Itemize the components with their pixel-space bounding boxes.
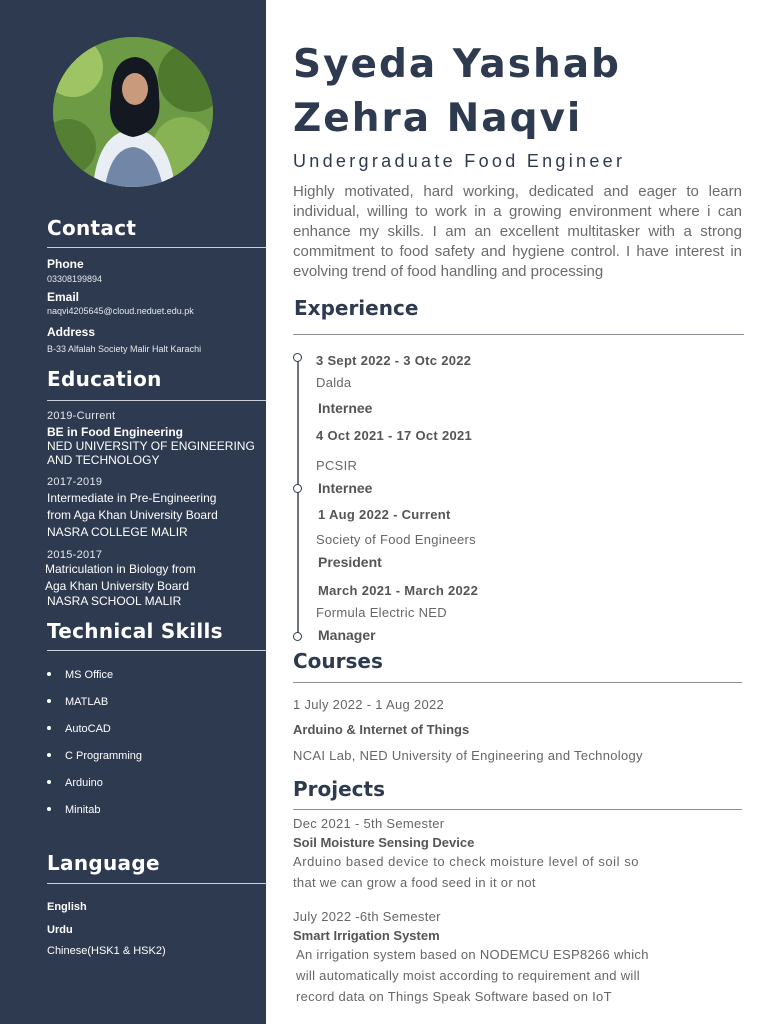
education-dates: 2017-2019 bbox=[47, 476, 103, 488]
experience-dates: March 2021 - March 2022 bbox=[318, 583, 479, 598]
bullet-icon bbox=[47, 672, 51, 676]
project-title: Soil Moisture Sensing Device bbox=[293, 835, 475, 850]
summary-paragraph: Highly motivated, hard working, dedicated and eager to learn individual, willing to work in a growing environment where i can enhance my skills. I am an excellent multitasker with a strong commitment to food safety and hygiene control. I have interest in evolving trend of food handling and processing bbox=[293, 183, 742, 280]
experience-role: Internee bbox=[318, 400, 373, 416]
experience-organization: Dalda bbox=[316, 375, 352, 390]
job-title: Undergraduate Food Engineer bbox=[293, 151, 626, 171]
education-degree: Intermediate in Pre-Engineering bbox=[47, 491, 217, 505]
bullet-icon bbox=[47, 753, 51, 757]
experience-organization: PCSIR bbox=[316, 458, 358, 473]
project-description: Arduino based device to check moisture level of soil so bbox=[293, 854, 640, 869]
course-dates: 1 July 2022 - 1 Aug 2022 bbox=[293, 697, 445, 712]
skill-label: Arduino bbox=[65, 777, 103, 789]
language-item: Chinese(HSK1 & HSK2) bbox=[47, 945, 166, 957]
profile-photo bbox=[53, 37, 213, 187]
education-dates: 2015-2017 bbox=[47, 549, 103, 561]
education-institution: NASRA SCHOOL MALIR bbox=[47, 594, 182, 608]
courses-divider bbox=[293, 682, 742, 683]
project-description: An irrigation system based on NODEMCU ESP8266 which bbox=[296, 947, 649, 962]
skill-label: MATLAB bbox=[65, 696, 109, 708]
language-heading: Language bbox=[47, 851, 160, 875]
sidebar bbox=[0, 0, 266, 1024]
experience-organization: Society of Food Engineers bbox=[316, 532, 476, 547]
experience-dates: 3 Sept 2022 - 3 Otc 2022 bbox=[316, 353, 472, 368]
education-board: Aga Khan University Board bbox=[45, 579, 190, 593]
experience-timeline bbox=[297, 360, 299, 638]
projects-heading: Projects bbox=[293, 777, 386, 801]
project-description-cont: record data on Things Speak Software based on IoT bbox=[296, 989, 612, 1004]
contact-divider bbox=[47, 247, 266, 248]
experience-divider bbox=[293, 334, 744, 335]
education-board: from Aga Khan University Board bbox=[47, 508, 218, 522]
experience-dates: 4 Oct 2021 - 17 Oct 2021 bbox=[316, 428, 473, 443]
project-description-cont: that we can grow a food seed in it or not bbox=[293, 875, 536, 890]
education-dates: 2019-Current bbox=[47, 410, 116, 422]
address-label: Address bbox=[47, 325, 96, 339]
language-item: English bbox=[47, 901, 87, 913]
project-dates: Dec 2021 - 5th Semester bbox=[293, 816, 445, 831]
timeline-node-icon bbox=[293, 632, 302, 641]
address-value: B-33 Alfalah Society Malir Halt Karachi bbox=[47, 344, 202, 354]
skill-label: C Programming bbox=[65, 750, 143, 762]
skill-item bbox=[47, 723, 111, 735]
phone-label: Phone bbox=[47, 257, 84, 271]
contact-heading: Contact bbox=[47, 216, 137, 240]
phone-value: 03308199894 bbox=[47, 274, 103, 284]
skill-label: AutoCAD bbox=[65, 723, 111, 735]
course-provider: NCAI Lab, NED University of Engineering and Technology bbox=[293, 748, 643, 763]
project-dates: July 2022 -6th Semester bbox=[293, 909, 441, 924]
project-title: Smart Irrigation System bbox=[293, 928, 440, 943]
experience-heading: Experience bbox=[294, 296, 419, 320]
name-line-2: Zehra Naqvi bbox=[293, 96, 583, 141]
experience-role: Manager bbox=[318, 627, 376, 643]
education-heading: Education bbox=[47, 367, 162, 391]
skill-item bbox=[47, 750, 142, 762]
course-title: Arduino & Internet of Things bbox=[293, 722, 470, 737]
education-degree: BE in Food Engineering bbox=[47, 425, 183, 439]
skill-label: MS Office bbox=[65, 669, 114, 681]
project-description-cont: will automatically moist according to requirement and will bbox=[296, 968, 640, 983]
bullet-icon bbox=[47, 780, 51, 784]
education-divider bbox=[47, 400, 266, 401]
experience-role: President bbox=[318, 554, 382, 570]
education-institution: NASRA COLLEGE MALIR bbox=[47, 525, 188, 539]
skill-item bbox=[47, 804, 100, 816]
language-divider bbox=[47, 883, 266, 884]
experience-organization: Formula Electric NED bbox=[316, 605, 447, 620]
language-item: Urdu bbox=[47, 924, 73, 936]
experience-role: Internee bbox=[318, 480, 373, 496]
education-institution-cont: AND TECHNOLOGY bbox=[47, 453, 160, 467]
education-institution: NED UNIVERSITY OF ENGINEERING bbox=[47, 439, 255, 453]
name-line-1: Syeda Yashab bbox=[293, 42, 621, 87]
projects-divider bbox=[293, 809, 742, 810]
skills-heading: Technical Skills bbox=[47, 619, 223, 643]
bullet-icon bbox=[47, 807, 51, 811]
email-value: naqvi4205645@cloud.neduet.edu.pk bbox=[47, 306, 194, 316]
email-label: Email bbox=[47, 290, 80, 304]
skill-item bbox=[47, 669, 113, 681]
timeline-node-icon bbox=[293, 353, 302, 362]
skill-item bbox=[47, 696, 108, 708]
bullet-icon bbox=[47, 726, 51, 730]
skills-divider bbox=[47, 650, 266, 651]
education-degree: Matriculation in Biology from bbox=[45, 562, 196, 576]
timeline-node-icon bbox=[293, 484, 302, 493]
skill-label: Minitab bbox=[65, 804, 101, 816]
profile-photo-image bbox=[53, 37, 213, 187]
courses-heading: Courses bbox=[293, 649, 383, 673]
bullet-icon bbox=[47, 699, 51, 703]
experience-dates: 1 Aug 2022 - Current bbox=[318, 507, 451, 522]
skill-item bbox=[47, 777, 103, 789]
